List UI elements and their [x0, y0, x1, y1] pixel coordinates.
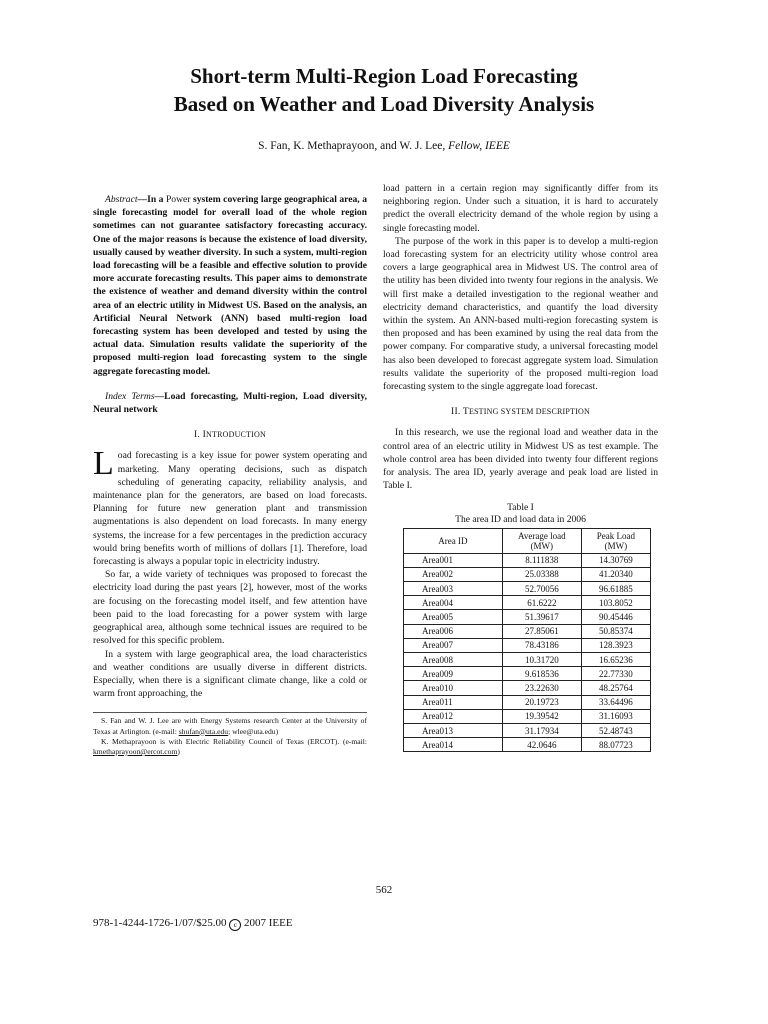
- title-line-1: Short-term Multi-Region Load Forecasting: [190, 64, 578, 88]
- cell-area-id: Area013: [404, 723, 503, 737]
- author-fellow: Fellow, IEEE: [448, 140, 510, 152]
- table-row: [404, 709, 651, 723]
- cell-average-load: 78.43186: [502, 638, 581, 652]
- table-label: Table I: [507, 502, 534, 514]
- cell-average-load: 27.85061: [502, 624, 581, 638]
- cell-peak-load: 33.64496: [581, 695, 650, 709]
- cell-average-load: 52.70056: [502, 582, 581, 596]
- cell-peak-load: 31.16093: [581, 709, 650, 723]
- footnote: [93, 716, 367, 757]
- cell-area-id: Area004: [404, 596, 503, 610]
- section2-cap: T: [462, 406, 469, 418]
- left-column: [93, 193, 367, 757]
- cell-peak-load: 88.07723: [581, 738, 650, 752]
- section2-title-rest: ESTING SYSTEM DESCRIPTION: [468, 407, 590, 417]
- right-column: [383, 182, 658, 752]
- header-area-id: Area ID: [404, 529, 503, 553]
- abstract-label: Abstract: [105, 194, 138, 205]
- abstract-text: system covering large geographical area, a single forecasting model for overall load of the whole region sometimes can not guarantee satisfactory forecasting accuracy. One of the major reasons is because the existence of load diversity, usually caused by weather diversity. In such a system, multi-region load forecasting will be a feasible and effective solution to provide more accurate forecasting results. This paper aims to demonstrate the existence of weather and demand diversity within the control area of an electric utility in Midwest US. Based on the analysis, an Artificial Neural Network (ANN) based multi-region load forecasting system has been developed and tested by using the actual data. Simulation results validate the superiority of the proposed multi-region load forecasting system to the single aggregate forecasting model.: [93, 194, 367, 377]
- cell-average-load: 42.0646: [502, 738, 581, 752]
- testing-paragraph-1: In this research, we use the regional load and weather data in the control area of an electric utility in Midwest US as test example. The whole control area has been divided into twenty four different regions for analysis. The area ID, yearly average and peak load are listed in Table I.: [383, 427, 658, 492]
- cell-average-load: 23.22630: [502, 681, 581, 695]
- paper-title: [0, 62, 768, 118]
- cell-average-load: 31.17934: [502, 723, 581, 737]
- isbn-text: 978-1-4244-1726-1/07/$25.00: [93, 917, 230, 929]
- table-row: [404, 681, 651, 695]
- footnote-1: [93, 716, 367, 736]
- cell-peak-load: 48.25764: [581, 681, 650, 695]
- section2-numeral: II.: [451, 406, 461, 418]
- page-number: 562: [375, 884, 393, 896]
- purpose-paragraph: The purpose of the work in this paper is to develop a multi-region load forecasting system for an electricity utility whose control area covers a large geographical area in Midwest US. The control area of the utility has been divided into twenty four regions in the analysis. We will first make a detailed investigation to the regional weather and electricity demand characteristics, and quantify the load diversity within the system. An ANN-based multi-region forecasting system is then proposed and has been examined by using the real data from the power company. For comparative study, a universal forecasting model has also been developed to forecast aggregate system load. Simulation results validate the superiority of the proposed multi-region load forecasting system to the single aggregate load forecast.: [383, 235, 658, 393]
- table-row: [404, 695, 651, 709]
- footnote-rule: [93, 712, 367, 713]
- abstract-dash: —In a: [137, 194, 166, 205]
- cell-average-load: 10.31720: [502, 652, 581, 666]
- cell-average-load: 61.6222: [502, 596, 581, 610]
- table-row: [404, 723, 651, 737]
- isbn-copyright-line: [93, 917, 293, 931]
- email-link-shufan[interactable]: shufan@uta.edu: [178, 726, 229, 736]
- footnote-2-post: ): [177, 746, 180, 756]
- cell-area-id: Area001: [404, 553, 503, 567]
- index-terms-label: Index Terms: [105, 390, 155, 402]
- cell-peak-load: 96.61885: [581, 582, 650, 596]
- cell-peak-load: 90.45446: [581, 610, 650, 624]
- table-row: [404, 567, 651, 581]
- table-header-row: [404, 529, 651, 553]
- email-link-kmethaprayoon[interactable]: kmethaprayoon@ercot.com: [93, 746, 178, 756]
- cell-peak-load: 41.20340: [581, 567, 650, 581]
- table-row: [404, 553, 651, 567]
- footnote-1-pre: S. Fan and W. J. Lee are with Energy Systems research Center at the University of Texas at Arlington. (e-mail:: [93, 716, 367, 736]
- title-line-2: Based on Weather and Load Diversity Analysis: [173, 92, 595, 116]
- footnote-2-pre: K. Methaprayoon is with Electric Reliability Council of Texas (ERCOT). (e-mail:: [101, 736, 367, 746]
- cell-peak-load: 128.3923: [581, 638, 650, 652]
- index-terms: [93, 390, 367, 416]
- cell-area-id: Area003: [404, 582, 503, 596]
- cell-area-id: Area010: [404, 681, 503, 695]
- table-row: [404, 596, 651, 610]
- table-row: [404, 624, 651, 638]
- table-row: [404, 667, 651, 681]
- table-row: [404, 652, 651, 666]
- continued-paragraph: load pattern in a certain region may significantly differ from its neighboring region. Under such a situation, it is hard to accurately predict the overall electricity demand of the whole region by using a single forecasting model.: [383, 183, 658, 234]
- section-heading-introduction: [93, 428, 367, 441]
- cell-peak-load: 52.48743: [581, 723, 650, 737]
- author-line: [0, 140, 768, 152]
- abstract: [93, 193, 367, 378]
- cell-peak-load: 14.30769: [581, 553, 650, 567]
- cell-average-load: 9.618536: [502, 667, 581, 681]
- cell-average-load: 8.111838: [502, 553, 581, 567]
- drop-cap: L: [93, 445, 114, 483]
- copyright-year: 2007 IEEE: [241, 917, 293, 929]
- abstract-lead: Power: [165, 194, 191, 205]
- cell-average-load: 25.03388: [502, 567, 581, 581]
- cell-area-id: Area005: [404, 610, 503, 624]
- cell-area-id: Area014: [404, 738, 503, 752]
- intro-paragraph-2: So far, a wide variety of techniques was proposed to forecast the electricity load during the past years [2], however, most of the works are focusing on the forecasting model itself, and few attention have been paid to the load forecasting for a power system with large geographical area, although some technical issues are required to be resolved for this specific problem.: [93, 569, 367, 647]
- table-row: [404, 610, 651, 624]
- author-names: S. Fan, K. Methaprayoon, and W. J. Lee,: [258, 140, 446, 152]
- header-peak-load: Peak Load (MW): [581, 529, 650, 553]
- cell-area-id: Area008: [404, 652, 503, 666]
- section-heading-testing-system: [383, 405, 658, 418]
- cell-peak-load: 16.65236: [581, 652, 650, 666]
- cell-area-id: Area011: [404, 695, 503, 709]
- cell-average-load: 51.39617: [502, 610, 581, 624]
- cell-area-id: Area002: [404, 567, 503, 581]
- intro-paragraph-1: [93, 445, 367, 568]
- intro-p1-text: oad forecasting is a key issue for power system operating and marketing. Many operating decisions, such as dispatch scheduling of generating capacity, reliability analysis, and maintenance plan for the generators, are based on load forecasts. Planning for future new generation plant and transmission augmentations is also dependent on load forecasts. In many energy systems, the increase for a few percentages in the prediction accuracy would bring benefits worth of millions of dollars [1]. Therefore, load forecasting is always a popular topic in electricity industry.: [93, 450, 367, 568]
- copyright-icon: c: [229, 919, 241, 931]
- cell-peak-load: 50.85374: [581, 624, 650, 638]
- table-row: [404, 582, 651, 596]
- table-row: [404, 738, 651, 752]
- table-caption-text: The area ID and load data in 2006: [455, 514, 586, 526]
- section1-cap: I: [202, 429, 207, 441]
- footnote-1-mid: ; wlee@uta.edu): [228, 726, 279, 736]
- section1-title-rest: NTRODUCTION: [206, 430, 266, 440]
- footnote-2: [93, 737, 367, 757]
- intro-paragraph-3: In a system with large geographical area, the load characteristics and weather conditions are usually diverse in different districts. Especially, when there is a significant climate change, like a cold or warm front approaching, the: [93, 648, 367, 700]
- cell-area-id: Area006: [404, 624, 503, 638]
- cell-area-id: Area007: [404, 638, 503, 652]
- cell-area-id: Area012: [404, 709, 503, 723]
- index-terms-text: —Load forecasting, Multi-region, Load diversity, Neural network: [93, 390, 367, 416]
- cell-peak-load: 103.8052: [581, 596, 650, 610]
- table-caption: [383, 502, 658, 526]
- cell-average-load: 20.19723: [502, 695, 581, 709]
- cell-area-id: Area009: [404, 667, 503, 681]
- area-load-table: [403, 528, 651, 752]
- cell-peak-load: 22.77330: [581, 667, 650, 681]
- cell-average-load: 19.39542: [502, 709, 581, 723]
- table-row: [404, 638, 651, 652]
- section1-numeral: I.: [194, 429, 200, 441]
- header-average-load: Average load (MW): [502, 529, 581, 553]
